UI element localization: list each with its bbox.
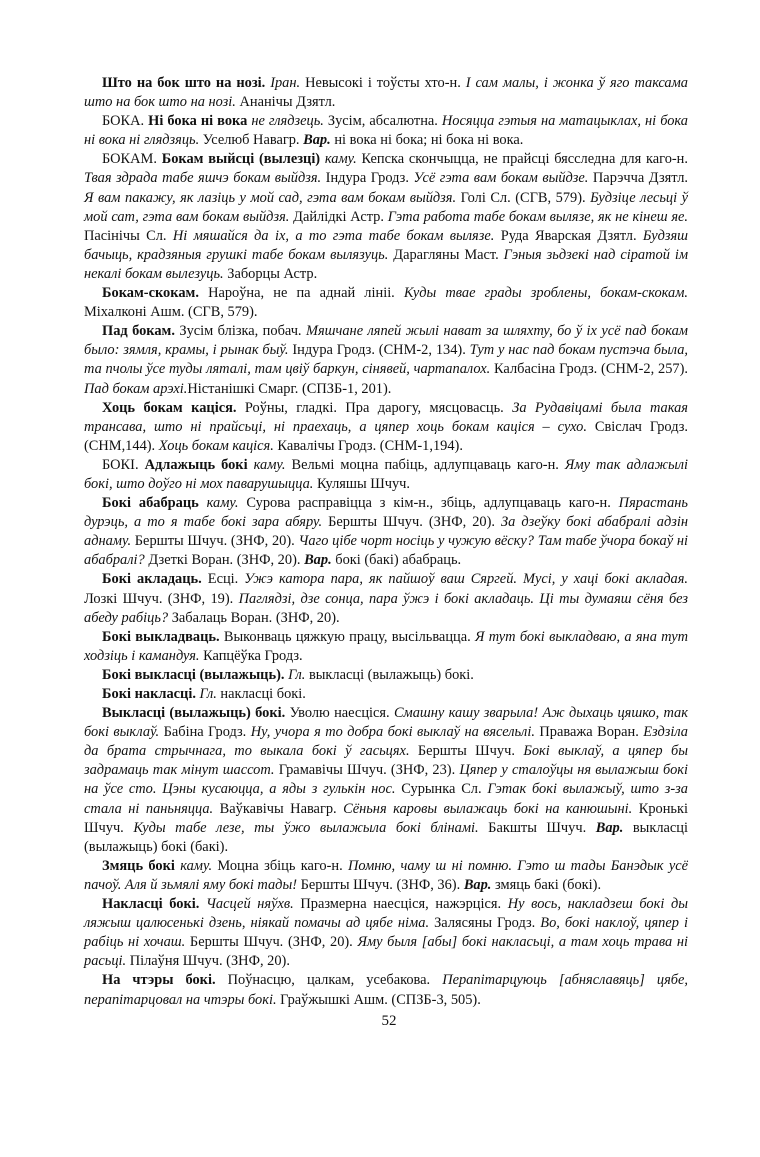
italic-text: Гл. <box>288 666 306 683</box>
dictionary-entry <box>84 150 688 284</box>
entry-text: Міхалконі Ашм. (СГВ, 579). <box>84 304 258 321</box>
italic-text: Перапітарцуюць [абняславяць] цябе, перапітарцовал на чтэры бокі. <box>84 972 688 1008</box>
headword: Выкласці (вылажыць) бокі. <box>102 705 286 722</box>
italic-text: каму. <box>180 857 213 874</box>
headword: Бокі выкладваць. <box>102 628 220 645</box>
entry-text: Залясяны Гродз. <box>429 915 541 932</box>
entry-text: Зусім блізка, побач. <box>174 323 306 340</box>
italic-text: Іран. <box>270 75 301 91</box>
variant-label: Вар. <box>303 132 331 149</box>
entry-text: Свіслач Гродз. (СНМ,144). <box>84 418 688 454</box>
entry-text: Бершты Шчуч. (ЗНФ, 20). <box>131 533 299 550</box>
entry-text: Індура Гродз. <box>321 170 414 187</box>
entry-text: Зусім, абсалютна. <box>323 113 442 130</box>
dictionary-entry <box>84 857 688 895</box>
entry-text: БОКАМ. <box>102 151 162 168</box>
italic-text: Ну, учора я то добра бокі выклаў на вясельлі. <box>250 724 535 741</box>
italic-text: Смашну кашу зварыла! Аж дыхаць цяшко, так бокі выклаў. <box>84 705 688 741</box>
headword: На чтэры бокі. <box>102 972 216 989</box>
italic-text: каму. <box>206 495 239 512</box>
italic-text: Яму быля [абы] бокі накласьці, а там хоць трава ні расьці. <box>84 934 689 970</box>
entry-text: бокі (бакі) абабраць. <box>331 552 462 569</box>
entry-text: Поўнасцю, цалкам, усебакова. <box>215 972 443 989</box>
italic-text: Я вам пакажу, як лазіць у мой сад, гэта вам бокам выйдзя. <box>84 189 457 206</box>
italic-text: Носяцца гэтыя на матацыклах, ні бока ні вока ні глядзяць. <box>84 113 689 149</box>
entry-text: Парэчча Дзятл. <box>588 170 688 187</box>
entry-text: Уволю наесціся. <box>285 705 394 722</box>
italic-text: Куды табе лезе, ты ўжо вылажыла бокі блінамі. <box>133 819 479 836</box>
page-number: 52 <box>381 1012 397 1029</box>
italic-text: Гэныя зьдзекі над сіратой ім некалі бокам вылезуць. <box>84 246 689 282</box>
headword: Змяць бокі <box>102 857 175 874</box>
headword: Накласці бокі. <box>102 896 200 913</box>
entry-text: Пілаўня Шчуч. (ЗНФ, 20). <box>126 953 290 970</box>
italic-text: Бокі выклаў, а цяпер бы задрамаць так мінут шассот. <box>84 743 688 779</box>
italic-text: Куды твае грады зроблены, бокам-скокам. <box>403 285 688 302</box>
italic-text: Пярастань дурэць, а то я табе бокі зара абяру. <box>84 495 688 531</box>
italic-text: І сам малы, і жонка ў яго таксама што на бок што на нозі. <box>84 75 688 111</box>
dictionary-entry <box>84 570 688 627</box>
entry-text: Есці. <box>201 571 245 588</box>
italic-text: Гэтак бокі вылажыў, што з-за стала ні паньняцца. <box>84 781 688 817</box>
entry-text: Куляшы Шчуч. <box>313 475 411 492</box>
italic-text: Твая здрада табе яшчэ бокам выйдзя. <box>84 170 322 187</box>
italic-text: Паглядзі, дзе сонца, пара ўжэ і бокі акладаць. Ці ты думаяш сёня без абеду рабіць? <box>84 590 688 626</box>
entry-text: Вельмі моцна пабіць, адлупцаваць каго-н. <box>285 456 565 473</box>
entry-text: Невысокі і тоўсты хто-н. <box>300 75 466 91</box>
entry-text: Голі Сл. (СГВ, 579). <box>456 189 591 206</box>
italic-text: Ні мяшайся да іх, а то гэта табе бокам вылязе. <box>172 227 495 244</box>
entry-text: Праважа Воран. <box>534 724 644 741</box>
variant-label: Вар. <box>463 876 492 893</box>
entry-text: Лозкі Шчуч. (ЗНФ, 19). <box>84 590 239 607</box>
italic-text: Цяпер у сталоўцы ня вылажыш бокі на ўсе сто. Цэны кусаюцца, а яды з гулькін нос. <box>84 762 689 798</box>
entry-text: Бершты Шчуч. <box>409 743 524 760</box>
entry-text: Індура Гродз. (СНМ-2, 134). <box>288 342 470 359</box>
entry-text: Кронькі Шчуч. <box>84 800 688 836</box>
headword: Што на бок што на нозі. <box>102 75 266 91</box>
entry-text: Дарагляны Маст. <box>388 246 504 263</box>
entry-text: Грамавічы Шчуч. (ЗНФ, 23). <box>274 762 460 779</box>
entry-text: Ваўкавічы Навагр. <box>213 800 344 817</box>
entry-text: Кепска скончыцца, не прайсці бясследна для каго-н. <box>356 151 688 168</box>
entry-text: накласці бокі. <box>216 686 306 702</box>
headword: Хоць бокам каціся. <box>102 399 237 416</box>
italic-text: За Рудавіцамі была такая трансава, што ні прайсьці, ні праехаць, а цяпер хоць бокам каціся – сухо. <box>84 399 688 435</box>
entry-text: Бабіна Гродз. <box>159 724 251 741</box>
dictionary-entry <box>84 322 688 398</box>
italic-text: не глядзець. <box>251 113 324 130</box>
entry-text: Заборцы Астр. <box>223 265 318 282</box>
entry-text: Дзеткі Воран. (ЗНФ, 20). <box>144 552 305 569</box>
entry-text: Бакшты Шчуч. <box>478 819 596 836</box>
entry-text: Дайлідкі Астр. <box>289 208 388 225</box>
dictionary-entry <box>84 74 688 112</box>
entry-text: Ананічы Дзятл. <box>235 94 336 111</box>
entry-text: Бершты Шчуч. (ЗНФ, 20). <box>185 934 358 951</box>
variant-label: Вар. <box>595 819 624 836</box>
italic-text: Пад бокам арэхі. <box>84 380 188 397</box>
entry-text <box>199 896 206 912</box>
entry-text: Бершты Шчуч. (ЗНФ, 20). <box>322 514 502 531</box>
entry-text: Выконваць цяжкую працу, высільвацца. <box>219 628 475 645</box>
entry-text: Сурова расправіцца з кім-н., збіць, адлупцаваць каго-н. <box>238 495 619 512</box>
entry-text: Калбасіна Гродз. (СНМ-2, 257). <box>490 361 688 378</box>
entry-text: Уселюб Навагр. <box>199 132 304 149</box>
entry-text: Граўжышкі Ашм. (СПЗБ-3, 505). <box>276 991 481 1008</box>
headword: Бокі акладаць. <box>102 571 202 588</box>
headword: Бокі выкласці (вылажыць). <box>102 666 285 683</box>
dictionary-entry <box>84 704 688 857</box>
entry-text: Ністанішкі Смарг. (СПЗБ-1, 201). <box>187 380 392 397</box>
italic-text: Чаго цібе чорт носіць у чужую вёску? Там табе ўчора бокаў ні абабралі? <box>84 533 688 569</box>
italic-text: Будзяш бачыць, крадзяныя грушкі табе бокам вылязуць. <box>84 227 689 263</box>
italic-text: каму. <box>253 456 286 473</box>
dictionary-entry <box>84 456 688 494</box>
entry-text: Празмерна наесціся, нажэрціся. <box>293 896 508 913</box>
italic-text: Тут у нас пад бокам пустэча была, та пчолы ўсе туды ляталі, там цвіў баркун, сінявей, чартапалох. <box>84 342 688 378</box>
entries-column <box>84 74 688 1010</box>
headword: Бокі накласці. <box>102 686 196 702</box>
italic-text: Ездзіла да брата стрычнага, то выкала бокі ў гасьцях. <box>84 724 688 760</box>
entry-text: Пасінічы Сл. <box>84 227 173 244</box>
headword: Бокі абабраць <box>102 495 199 512</box>
entry-text: змяць бакі (бокі). <box>491 876 602 893</box>
italic-text: Хоць бокам каціся. <box>158 437 274 454</box>
entry-text <box>199 495 207 511</box>
entry-text: выкласці (вылажыць) бокі (бакі). <box>84 819 688 855</box>
italic-text: Сёньня каровы вылажаць бокі на канюшыні. <box>343 800 633 817</box>
entry-text: Моцна збіць каго-н. <box>212 857 349 874</box>
italic-text: Помню, чаму ш ні помню. Гэто ш тады Банэдык усё пачоў. Аля й зьмялі яму бокі тады! <box>84 857 688 893</box>
italic-text: Я тут бокі выкладваю, а яна тут ходзіць і камандуя. <box>84 628 688 664</box>
italic-text: Во, бокі наклоў, цяпер і рабіць ні хочаш. <box>84 915 688 951</box>
entry-text: ні вока ні бока; ні бока ні вока. <box>330 132 524 149</box>
entry-text: Забалаць Воран. (ЗНФ, 20). <box>168 609 340 626</box>
italic-text: Гэта работа табе бокам вылязе, як не кінеш яе. <box>387 208 689 225</box>
entry-text: Кавалічы Гродз. (СНМ-1,194). <box>273 437 463 454</box>
dictionary-entry <box>84 666 688 685</box>
entry-text: Капцёўка Гродз. <box>199 647 303 664</box>
italic-text: Гл. <box>199 686 217 702</box>
entry-text: Роўны, гладкі. Пра дарогу, мясцовасць. <box>236 399 513 416</box>
headword: Адлажыць бокі <box>144 456 248 473</box>
italic-text: Мяшчане ляпей жылі нават за шляхту, бо ў іх усё пад бокам было: зямля, крамы, і рынак быў. <box>84 323 688 359</box>
entry-text: Бершты Шчуч. (ЗНФ, 36). <box>297 876 464 893</box>
headword: Пад бокам. <box>102 323 175 340</box>
italic-text: каму. <box>324 151 357 168</box>
dictionary-entry <box>84 685 688 704</box>
italic-text: Ужэ катора пара, як пайшоў ваш Сяргей. Мусі, у хаці бокі акладая. <box>244 571 689 588</box>
entry-text: Сурынка Сл. <box>395 781 488 798</box>
italic-text: Будзіце лесьці ў мой сат, гэта вам бокам выйдзя. <box>84 189 688 225</box>
entry-text: выкласці (вылажыць) бокі. <box>305 666 474 683</box>
italic-text: Яму так адлажылі бокі, што доўго ні мох паварушыцца. <box>84 456 689 492</box>
italic-text: За дзеўку бокі абабралі адзін аднаму. <box>84 514 689 550</box>
dictionary-entry <box>84 971 688 1009</box>
variant-label: Вар. <box>304 552 332 569</box>
dictionary-entry <box>84 895 688 971</box>
entry-text: БОКІ. <box>102 456 145 473</box>
headword: Бокам-скокам. <box>102 285 199 302</box>
dictionary-entry <box>84 628 688 666</box>
italic-text: Часцей няўхв. <box>206 896 294 913</box>
italic-text: Ну вось, накладзеш бокі ды ляжыш цалюсенькі дзень, ніякай помачы ад цябе німа. <box>84 896 688 932</box>
dictionary-entry <box>84 494 688 570</box>
entry-text: Руда Яварская Дзятл. <box>494 227 643 244</box>
headword: Ні бока ні вока <box>148 113 248 130</box>
entry-text: БОКА. <box>102 113 149 130</box>
dictionary-entry <box>84 399 688 456</box>
headword: Бокам выйсці (вылезці) <box>161 151 321 168</box>
dictionary-entry <box>84 284 688 322</box>
dictionary-entry <box>84 112 688 150</box>
entry-text: Нароўна, не па аднай лініі. <box>198 285 404 302</box>
italic-text: Усё гэта вам бокам выйдзе. <box>413 170 589 187</box>
